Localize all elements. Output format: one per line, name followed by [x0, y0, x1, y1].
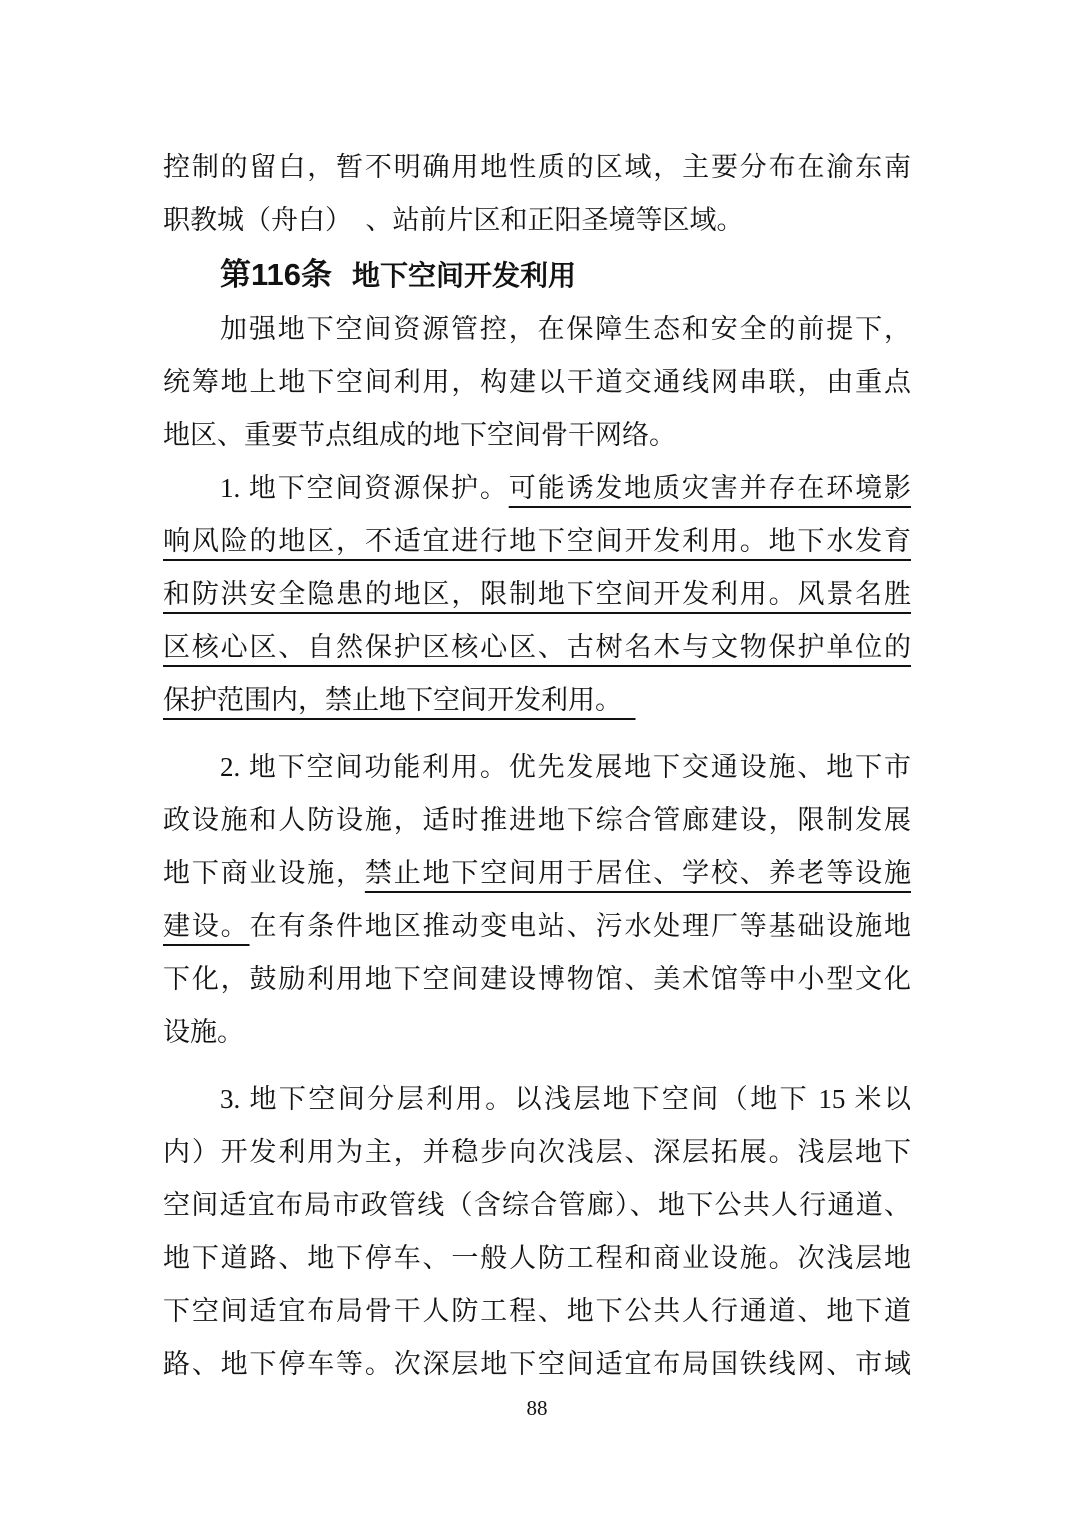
text-line — [163, 794, 911, 847]
text-line — [163, 1073, 911, 1126]
page-content — [163, 141, 911, 1391]
underlined-text-run: 响风险的地区，不适宜进行地下空间开发利用。地下水发育 — [163, 526, 911, 556]
text-line — [163, 1006, 911, 1059]
text-line — [163, 247, 911, 303]
article-number: 第116条 — [220, 257, 333, 292]
text-line — [163, 568, 911, 621]
list-item-3-layered-use — [163, 1073, 911, 1391]
text-run: 职教城（舟白） 、站前片区和正阳圣境等区域。 — [163, 205, 744, 235]
para-intro — [163, 303, 911, 462]
text-run: 加强地下空间资源管控，在保障生态和安全的前提下， — [220, 314, 911, 344]
text-line — [163, 141, 911, 194]
text-line — [163, 1232, 911, 1285]
text-run: 统筹地上地下空间利用，构建以干道交通线网串联，由重点 — [163, 367, 911, 397]
text-line — [163, 515, 911, 568]
underlined-text-run: 可能诱发地质灾害并存在环境影 — [508, 473, 912, 503]
list-item-2-functional-use — [163, 741, 911, 1059]
text-run: 3. 地下空间分层利用。以浅层地下空间（地下 15 米以 — [220, 1084, 911, 1114]
underlined-text-run: 保护范围内，禁止地下空间开发利用。 — [163, 685, 636, 715]
text-run: 地下商业设施， — [163, 858, 365, 888]
underlined-text-run: 区核心区、自然保护区核心区、古树名木与文物保护单位的 — [163, 632, 911, 662]
underlined-text-run: 禁止地下空间用于居住、学校、养老等设施 — [364, 858, 912, 888]
text-run: 空间适宜布局市政管线（含综合管廊）、地下公共人行通道、 — [163, 1190, 911, 1220]
text-run: 1. 地下空间资源保护。 — [220, 473, 509, 503]
text-run: 地下道路、地下停车、一般人防工程和商业设施。次浅层地 — [163, 1243, 911, 1273]
para-carryover — [163, 141, 911, 247]
text-line — [163, 621, 911, 674]
text-run: 下化，鼓励利用地下空间建设博物馆、美术馆等中小型文化 — [163, 964, 911, 994]
underlined-text-run: 建设。 — [163, 911, 250, 941]
text-run: 地区、重要节点组成的地下空间骨干网络。 — [163, 420, 676, 450]
list-item-1-resource-protection — [163, 462, 911, 727]
text-line — [163, 356, 911, 409]
text-line — [163, 674, 911, 727]
text-run: 内）开发利用为主，并稳步向次浅层、深层拓展。浅层地下 — [163, 1137, 911, 1167]
text-line — [163, 741, 911, 794]
text-run: 2. 地下空间功能利用。优先发展地下交通设施、地下市 — [220, 752, 911, 782]
text-line — [163, 303, 911, 356]
text-run: 设施。 — [163, 1017, 244, 1047]
text-run: 路、地下停车等。次深层地下空间适宜布局国铁线网、市域 — [163, 1349, 911, 1379]
text-run: 下空间适宜布局骨干人防工程、地下公共人行通道、地下道 — [163, 1296, 911, 1326]
text-line — [163, 1338, 911, 1391]
text-line — [163, 1126, 911, 1179]
text-line — [163, 194, 911, 247]
text-line — [163, 409, 911, 462]
text-line — [163, 462, 911, 515]
text-line — [163, 900, 911, 953]
underlined-text-run: 和防洪安全隐患的地区，限制地下空间开发利用。风景名胜 — [163, 579, 911, 609]
article-title: 地下空间开发利用 — [352, 261, 577, 292]
text-line — [163, 953, 911, 1006]
text-line — [163, 847, 911, 900]
text-line — [163, 1285, 911, 1338]
article-116-heading — [163, 247, 911, 303]
text-run: 在有条件地区推动变电站、污水处理厂等基础设施地 — [249, 911, 912, 941]
page-number: 88 — [526, 1396, 548, 1420]
text-run: 控制的留白，暂不明确用地性质的区域，主要分布在渝东南 — [163, 152, 911, 182]
text-line — [163, 1179, 911, 1232]
text-run: 政设施和人防设施，适时推进地下综合管廊建设，限制发展 — [163, 805, 911, 835]
